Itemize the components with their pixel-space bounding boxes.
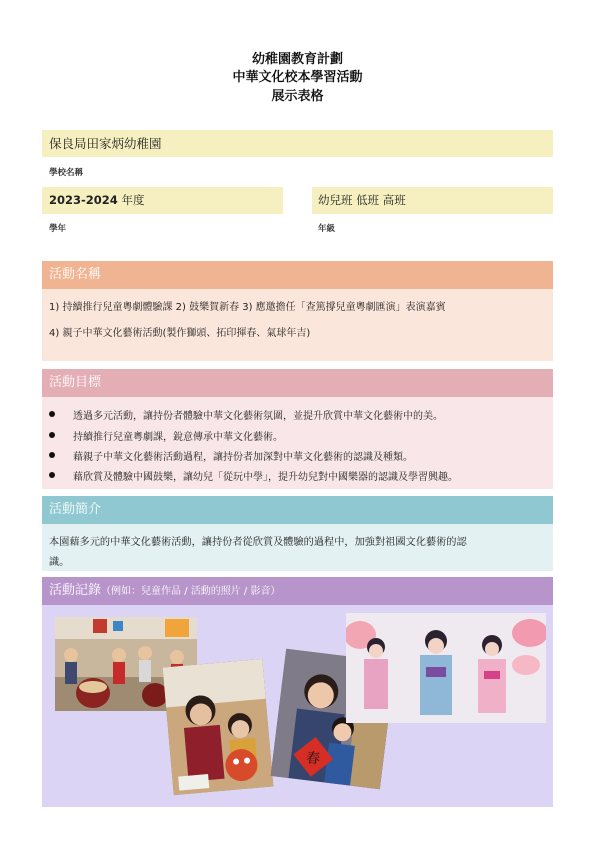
bullet-icon <box>49 472 55 478</box>
activity-names-line2: 4) 親子中華文化藝術活動(製作獅頭、拓印揮春、氣球年吉) <box>49 328 311 339</box>
school-name-caption: 學校名稱 <box>49 168 84 178</box>
records-heading: 活動記錄 <box>49 583 102 598</box>
objective-text: 透過多元活動，讓持份者體驗中華文化藝術氛圍，並提升欣賞中華文化藝術中的美。 <box>73 411 443 422</box>
records-header <box>42 577 553 605</box>
records-note: （例如：兒童作品 / 活動的照片 / 影音） <box>101 586 281 597</box>
objective-text: 持續推行兒童粵劇課，銳意傳承中華文化藝術。 <box>73 432 283 443</box>
grade-field <box>312 187 553 214</box>
intro-heading: 活動簡介 <box>49 502 102 517</box>
activity-names-heading: 活動名稱 <box>49 267 102 282</box>
objectives-heading: 活動目標 <box>49 375 102 390</box>
activity-names-header <box>42 261 553 289</box>
svg-text:春: 春 <box>305 750 321 768</box>
activity-names-body <box>42 289 553 361</box>
bullet-icon <box>49 452 55 458</box>
doc-title-line2: 中華文化校本學習活動 <box>232 70 363 85</box>
bullet-icon <box>49 411 55 417</box>
opera-performance-photo <box>346 613 546 723</box>
intro-header <box>42 496 553 524</box>
grade-caption: 年級 <box>318 224 336 234</box>
school-year-caption: 學年 <box>49 224 67 234</box>
intro-line2: 識。 <box>49 557 70 568</box>
objective-text: 藉親子中華文化藝術活動過程，讓持份者加深對中華文化藝術的認識及種類。 <box>73 452 413 463</box>
school-year-suffix: 年度 <box>117 193 145 207</box>
lion-craft-photo <box>163 659 274 795</box>
activity-names-line1: 1) 持續推行兒童粵劇體驗課 2) 鼓樂賀新春 3) 應邀擔任「查篤撐兒童粵劇匯演」表演嘉賓 <box>49 302 446 313</box>
doc-title-line1: 幼稚園教育計劃 <box>251 52 343 67</box>
doc-title-line3: 展示表格 <box>271 89 324 104</box>
school-name-field <box>42 130 553 157</box>
objectives-body <box>42 397 553 489</box>
grade-value: 幼兒班 低班 高班 <box>318 193 406 207</box>
intro-body <box>42 524 553 571</box>
intro-line1: 本園藉多元的中華文化藝術活動，讓持份者從欣賞及體驗的過程中，加強對祖國文化藝術的認 <box>49 537 467 548</box>
records-body <box>42 605 553 807</box>
school-year-value: 2023-2024 <box>49 193 118 207</box>
bullet-icon <box>49 432 55 438</box>
school-year-field <box>42 187 283 214</box>
objectives-header <box>42 369 553 397</box>
objective-text: 藉欣賞及體驗中國鼓樂，讓幼兒「從玩中學」，提升幼兒對中國樂器的認識及學習興趣。 <box>73 472 458 483</box>
school-name: 保良局田家炳幼稚園 <box>49 136 162 151</box>
